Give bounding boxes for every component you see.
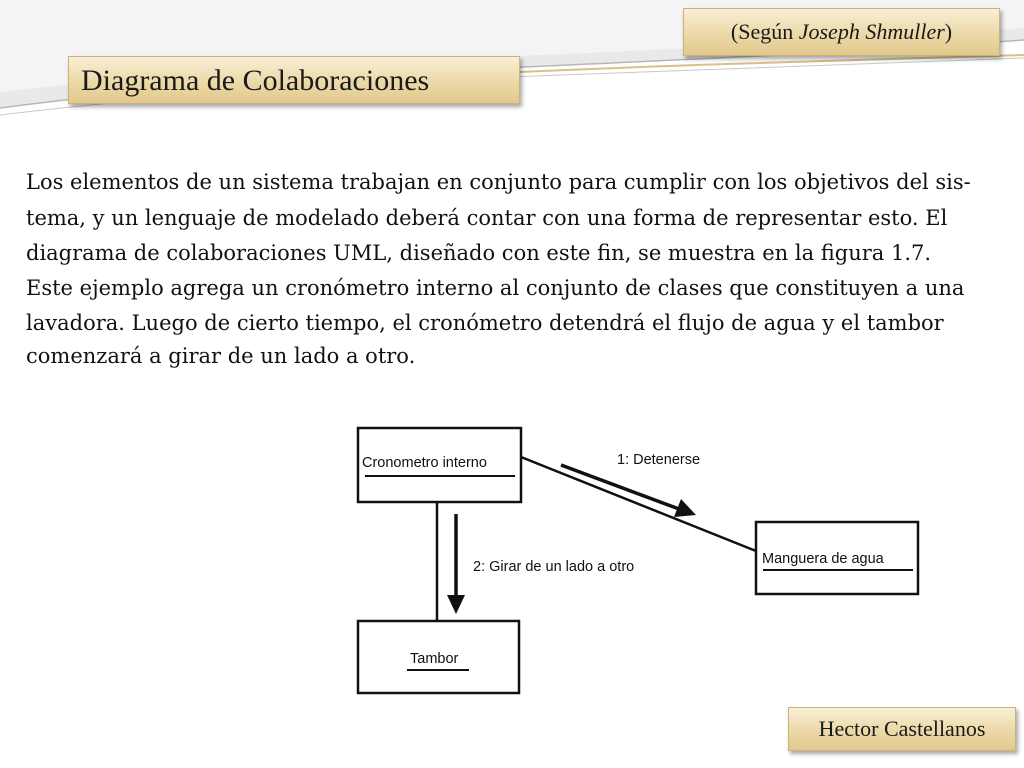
attribution-suffix: ) (944, 19, 953, 44)
attribution-prefix: (Según (730, 19, 799, 44)
scanned-paragraph (12, 150, 1010, 376)
slide-title: Diagrama de Colaboraciones (68, 56, 520, 104)
paragraph-line: Los elementos de un sistema trabajan en conjunto para cumplir con los objetivos del sis- (26, 170, 971, 194)
object-label: Manguera de agua (762, 551, 884, 567)
attribution-box (683, 8, 1000, 56)
attribution-name: Joseph Shmuller (798, 19, 945, 44)
message-label-1: 1: Detenerse (617, 452, 701, 468)
object-manguera-de-agua (756, 522, 918, 594)
paragraph-line: comenzará a girar de un lado a otro. (26, 344, 416, 368)
paragraph-line: Este ejemplo agrega un cronómetro interno al conjunto de clases que constituyen a una (26, 276, 965, 300)
message-label-2: 2: Girar de un lado a otro (473, 559, 635, 575)
collaboration-diagram (343, 413, 933, 713)
object-label: Cronometro interno (362, 455, 487, 471)
object-tambor (358, 621, 519, 693)
paragraph-line: diagrama de colaboraciones UML, diseñado con este fin, se muestra en la figura 1.7. (26, 241, 932, 265)
author-box: Hector Castellanos (788, 707, 1016, 751)
paragraph-line: tema, y un lenguaje de modelado deberá contar con una forma de representar esto. El (26, 206, 948, 230)
object-cronometro-interno (358, 428, 521, 502)
paragraph-line: lavadora. Luego de cierto tiempo, el cronómetro detendrá el flujo de agua y el tambor (26, 311, 944, 335)
object-label: Tambor (410, 651, 459, 667)
